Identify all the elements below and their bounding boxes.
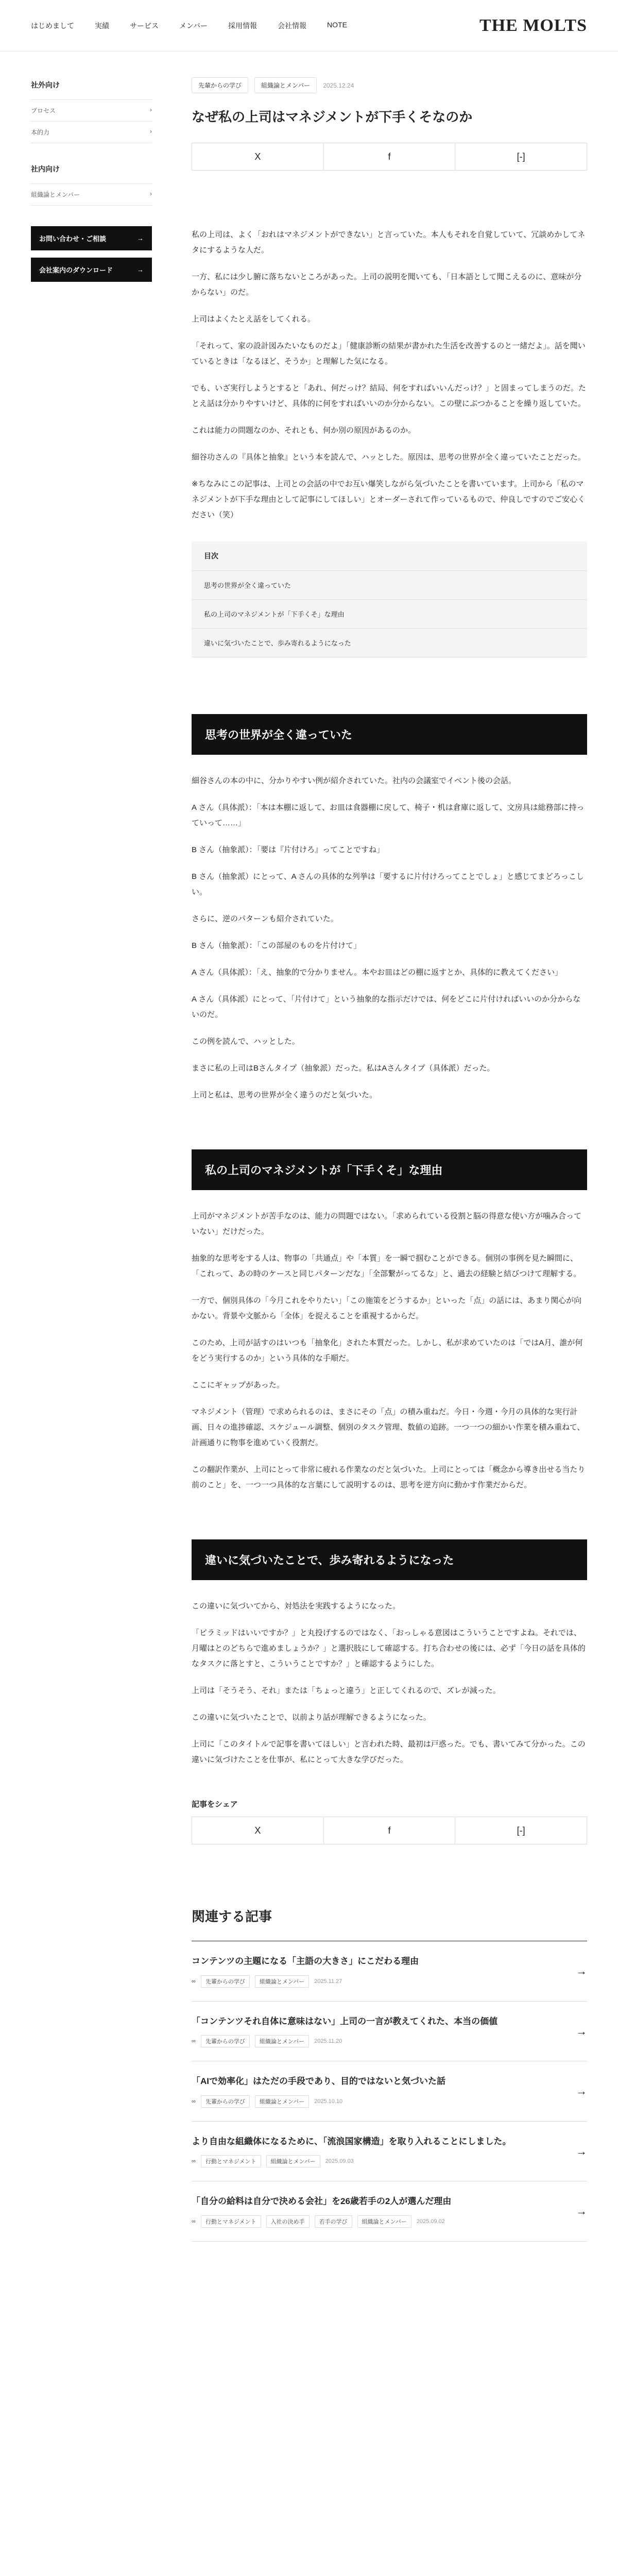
related-item[interactable] xyxy=(192,2002,587,2062)
related-item-meta xyxy=(192,2215,451,2228)
tag: 先輩からの学び xyxy=(201,2095,250,2108)
paragraph: この翻訳作業が、上司にとって非常に疲れる作業なのだと気づいた。上司にとっては「概念から導き出せる当たり前のこと」を、一つ一つ具体的な言葉にして説明するのは、思考を逆方向に動かす作業だからだ。 xyxy=(192,1465,586,1490)
related-item-title: 「自分の給料は自分で決める会社」を26歳若手の2人が選んだ理由 xyxy=(192,2196,452,2207)
logo-mark-icon: ∞ xyxy=(192,1978,196,1985)
section-heading: 私の上司のマネジメントが「下手くそ」な理由 xyxy=(192,1149,587,1190)
tag: 組織論とメンバー xyxy=(266,2155,320,2167)
article xyxy=(192,77,587,2242)
arrow-right-icon: → xyxy=(137,234,144,242)
x-share-icon[interactable]: X xyxy=(192,143,324,170)
related-item-title: コンテンツの主題になる「主語の大きさ」にこだわる理由 xyxy=(192,1956,419,1967)
paragraph: 私の上司は、よく「おれはマネジメントができない」と言っていた。本人もそれを自覚していて、冗談めかしてネタにするような人だ。 xyxy=(192,230,586,255)
paragraph: 「ピラミッドはいいですか？」と丸投げするのではなく、「おっしゃる意図はこういうことですよね。それでは、月曜はとのどちらで進めましょうか？」と選択肢にして確認する。打ち合わせの後には、必ず「今日の話を具体的なタスクに落とすと、こういうことですか？」と確認するようにした。 xyxy=(192,1629,586,1669)
sidebar-group-title: 社外向け xyxy=(31,81,60,89)
toc-item[interactable]: 私の上司のマネジメントが「下手くそ」な理由 xyxy=(192,600,587,629)
related-item-date: 2025.10.10 xyxy=(314,2098,343,2105)
paragraph: ※ちなみにこの記事は、上司との会話の中でお互い爆笑しながら気づいたことを書いています。上司から「私のマネジメントが下手な理由として記事にしてほしい」とオーダーされて作っているもので、仲良しですのでご安心ください（笑） xyxy=(192,480,586,520)
copy-link-icon[interactable]: [-] xyxy=(517,151,525,162)
paragraph: これは能力の問題なのか、それとも、何か別の原因があるのか。 xyxy=(192,426,416,435)
sidebar-item[interactable] xyxy=(31,183,152,206)
logo-mark-icon: ∞ xyxy=(192,2218,196,2225)
paragraph: この例を読んで、ハッとした。 xyxy=(192,1037,300,1046)
related-item-date: 2025.11.27 xyxy=(314,1978,342,1985)
site-logo[interactable]: THE MOLTS xyxy=(479,15,587,35)
paragraph: でも、いざ実行しようとすると「あれ、何だっけ？結局、何をすればいいんだっけ？」と固まってしまうのだ。たとえ話は分かりやすいけど、具体的に何をすればいいのか分からない。この壁にぶつかることを繰り返していた。 xyxy=(192,384,586,409)
tag: 先輩からの学び xyxy=(201,1975,250,1988)
tag: 組織論とメンバー xyxy=(255,1975,309,1988)
nav-item-works[interactable]: 実績 xyxy=(95,21,109,30)
related-item-date: 2025.11.20 xyxy=(314,2038,342,2045)
tag: 行動とマネジメント xyxy=(201,2215,261,2228)
paragraph: B さん（抽象派）：「要は『片付けろ』ってことですね」 xyxy=(192,845,385,855)
share-bar-bottom xyxy=(192,1817,587,1844)
tag[interactable]: 先輩からの学び xyxy=(192,77,248,93)
chevron-right-icon: › xyxy=(150,190,152,197)
arrow-right-icon: → xyxy=(576,2205,587,2218)
toc-item[interactable]: 思考の世界が全く違っていた xyxy=(192,571,587,600)
related-item-meta xyxy=(192,2155,511,2167)
related-item-date: 2025.09.03 xyxy=(325,2158,354,2165)
facebook-share-icon[interactable]: f xyxy=(324,143,456,170)
logo-mark-icon: ∞ xyxy=(192,2098,196,2105)
sidebar-item[interactable] xyxy=(31,121,152,143)
related-articles xyxy=(192,1906,587,2242)
main-nav xyxy=(31,21,347,31)
paragraph: B さん（抽象派）：「この部屋のものを片付けて」 xyxy=(192,941,362,951)
tag[interactable]: 組織論とメンバー xyxy=(254,77,317,93)
table-of-contents xyxy=(192,541,587,657)
related-item-date: 2025.09.02 xyxy=(416,2218,445,2225)
paragraph: 上司はよくたとえ話をしてくれる。 xyxy=(192,315,316,324)
nav-item-service[interactable]: サービス xyxy=(130,21,159,30)
chevron-right-icon: › xyxy=(150,106,152,113)
related-item-meta xyxy=(192,1975,419,1988)
tag: 若手の学び xyxy=(315,2215,352,2228)
tag: 先輩からの学び xyxy=(201,2035,250,2047)
sidebar-item-label: 組織論とメンバー xyxy=(31,191,80,198)
tag: 行動とマネジメント xyxy=(201,2155,261,2167)
sidebar xyxy=(31,80,152,289)
section-heading: 違いに気づいたことで、歩み寄れるようになった xyxy=(192,1539,587,1580)
paragraph: 「それって、家の設計図みたいなものだよ」「健康診断の結果が書かれた生活を改善するのと一緒だよ」。話を聞いているときは「なるほど、そうか」と理解した気になる。 xyxy=(192,342,586,366)
related-item-meta xyxy=(192,2095,445,2108)
paragraph: 細谷功さんの『具体と抽象』という本を読んで、ハッとした。原因は、思考の世界が全く違っていたことだった。 xyxy=(192,453,586,462)
paragraph: この違いに気づいたことで、以前より話が理解できるようになった。 xyxy=(192,1713,431,1722)
sidebar-item[interactable] xyxy=(31,99,152,121)
toc-item[interactable]: 違いに気づいたことで、歩み寄れるようになった xyxy=(192,629,587,657)
tag: 組織論とメンバー xyxy=(255,2095,309,2108)
share-title: 記事をシェア xyxy=(192,1800,238,1809)
paragraph: 上司がマネジメントが苦手なのは、能力の問題ではない。「求められている役割と脳の得意な使い方が噛み合っていない」だけだった。 xyxy=(192,1212,582,1236)
share-bar-top xyxy=(192,143,587,171)
share-section xyxy=(192,1799,587,1844)
paragraph: まさに私の上司はBさんタイプ（抽象派）だった。私はAさんタイプ（具体派）だった。 xyxy=(192,1064,495,1073)
arrow-right-icon: → xyxy=(576,2084,587,2098)
tag: 組織論とメンバー xyxy=(357,2215,411,2228)
logo-mark-icon: ∞ xyxy=(192,2158,196,2165)
site-header xyxy=(0,0,618,52)
article-title: なぜ私の上司はマネジメントが下手くそなのか xyxy=(192,109,473,125)
paragraph: このため、上司が話すのはいつも「抽象化」された本質だった。しかし、私が求めていたのは「ではA月、誰が何をどう実行するのか」という具体的な手順だ。 xyxy=(192,1338,583,1363)
toc-title: 目次 xyxy=(192,541,587,571)
sidebar-group-internal xyxy=(31,164,152,206)
nav-item-recruit[interactable]: 採用情報 xyxy=(228,21,258,30)
related-item[interactable] xyxy=(192,2181,587,2242)
paragraph: マネジメント（管理）で求められるのは、まさにその「点」の積み重ねだ。今日・今週・今月の具体的な実行計画、日々の進捗確認、スケジュール調整、個別のタスク管理、数値の追跡。一つ一つの細かい作業を積み重ねて、計画通りに物事を進めていく役割だ。 xyxy=(192,1408,585,1448)
contact-button-label: お問い合わせ・ご相談 xyxy=(39,235,107,243)
sidebar-group-title: 社内向け xyxy=(31,165,60,173)
paragraph: 上司と私は、思考の世界が全く違うのだと気づいた。 xyxy=(192,1091,377,1100)
related-item-title: 「AIで効率化」はただの手段であり、目的ではないと気づいた話 xyxy=(192,2076,445,2087)
related-item-meta xyxy=(192,2035,497,2047)
related-item-title: 「コンテンツそれ自体に意味はない」上司の一言が教えてくれた、本当の価値 xyxy=(192,2016,498,2026)
x-share-icon[interactable]: X xyxy=(192,1817,324,1844)
sidebar-item-label: 本的力 xyxy=(31,129,50,136)
related-item[interactable] xyxy=(192,1941,587,2002)
paragraph: この違いに気づいてから、対処法を実践するようになった。 xyxy=(192,1602,401,1611)
related-title: 関連する記事 xyxy=(192,1906,587,1941)
facebook-share-icon[interactable]: f xyxy=(324,1817,456,1844)
arrow-right-icon: → xyxy=(576,2144,587,2158)
paragraph: A さん（具体派）：「本は本棚に返して、お皿は食器棚に戻して、椅子・机は倉庫に返して、文房具は総務部に持っていって……」 xyxy=(192,803,585,828)
sidebar-item-label: プロセス xyxy=(31,107,56,114)
article-date: 2025.12.24 xyxy=(323,81,354,89)
article-meta xyxy=(192,77,587,93)
download-button[interactable] xyxy=(31,258,152,282)
nav-item-about[interactable]: はじめまして xyxy=(31,21,74,30)
arrow-right-icon: → xyxy=(137,266,144,274)
paragraph: 上司に「このタイトルで記事を書いてほしい」と言われた時、最初は戸惑った。でも、書いてみて分かった。この違いに気づけたことを仕事が、私にとって大きな学びだった。 xyxy=(192,1740,586,1765)
paragraph: A さん（具体派）：「え、抽象的で分かりません。本やお皿はどの棚に返すとか、具体的に教えてください」 xyxy=(192,968,563,977)
paragraph: 細谷さんの本の中に、分かりやすい例が紹介されていた。社内の会議室でイベント後の会話。 xyxy=(192,776,517,786)
paragraph: 抽象的な思考をする人は、物事の「共通点」や「本質」を一瞬で掴むことができる。個別の事例を見た瞬間に、「これって、あの時のケースと同じパターンだな」「全部繋がってるな」と、過去の経験と結びつけて理解する。 xyxy=(192,1254,581,1279)
paragraph: 一方で、個別具体の「今月これをやりたい」「この施策をどうするか」といった「点」の話には、あまり関心が向かない。背景や文脈から「全体」を捉えることを重視するからだ。 xyxy=(192,1296,582,1321)
paragraph: B さん（抽象派）にとって、A さんの具体的な列挙は「要するに片付けろってことでしょ」と感じてまどろっこしい。 xyxy=(192,872,584,897)
tag: 組織論とメンバー xyxy=(255,2035,309,2047)
arrow-right-icon: → xyxy=(576,1964,587,1978)
related-item[interactable] xyxy=(192,2061,587,2122)
nav-item-members[interactable]: メンバー xyxy=(179,21,208,30)
tag: 入社の決め手 xyxy=(266,2215,310,2228)
nav-item-company[interactable]: 会社情報 xyxy=(278,21,307,30)
chevron-right-icon: › xyxy=(150,128,152,135)
paragraph: 一方、私には少し腑に落ちないところがあった。上司の説明を聞いても、「日本語として聞こえるのに、意味が分からない」のだ。 xyxy=(192,273,582,297)
nav-item-note[interactable]: NOTE xyxy=(327,20,347,29)
related-item-title: より自由な組織体になるために、「流浪国家構造」を取り入れることにしました。 xyxy=(192,2136,511,2146)
download-button-label: 会社案内のダウンロード xyxy=(39,266,113,274)
paragraph: ここにギャップがあった。 xyxy=(192,1381,284,1390)
paragraph: A さん（具体派）にとって、「片付けて」という抽象的な指示だけでは、何をどこに片付ければいいのか分からないのだ。 xyxy=(192,995,581,1020)
paragraph: 上司は「そうそう、それ」または「ちょっと違う」と正してくれるので、ズレが減った。 xyxy=(192,1686,501,1696)
paragraph: さらに、逆のパターンも紹介されていた。 xyxy=(192,914,338,924)
section-heading: 思考の世界が全く違っていた xyxy=(192,714,587,755)
sidebar-group-external xyxy=(31,80,152,143)
arrow-right-icon: → xyxy=(576,2024,587,2038)
related-item[interactable] xyxy=(192,2122,587,2182)
logo-mark-icon: ∞ xyxy=(192,2038,196,2045)
article-body xyxy=(192,227,587,1768)
contact-button[interactable] xyxy=(31,226,152,250)
copy-link-icon[interactable]: [-] xyxy=(517,1825,525,1836)
